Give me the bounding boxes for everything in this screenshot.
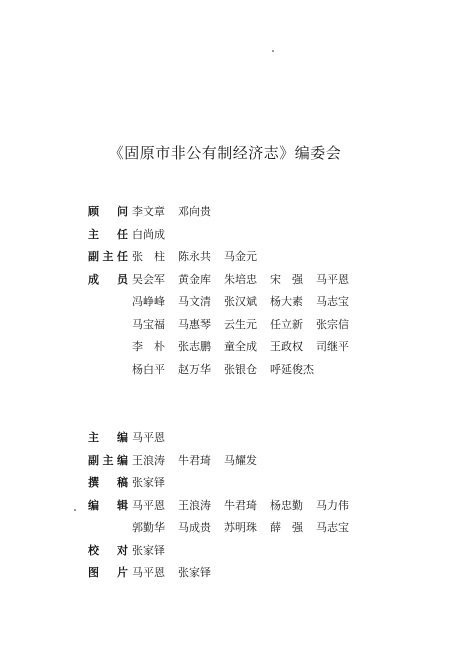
person-name: 马志宝 <box>316 295 349 308</box>
person-name: 马平恩 <box>132 498 165 512</box>
name-list <box>132 201 362 224</box>
person-name: 马成贵 <box>178 521 211 534</box>
person-name: 马力伟 <box>316 498 349 512</box>
name-list <box>132 427 362 450</box>
credit-row <box>88 427 428 450</box>
credit-row <box>88 495 428 540</box>
person-name: 朱培忠 <box>224 272 257 286</box>
person-name: 王政权 <box>270 340 303 353</box>
person-name: 赵万华 <box>178 362 211 376</box>
role-label: 撰稿 <box>88 476 128 489</box>
person-name: 张家铎 <box>178 566 211 579</box>
person-name: 牛君琦 <box>224 498 257 512</box>
role-label: 校对 <box>88 543 128 557</box>
person-name: 张银仓 <box>224 362 257 376</box>
name-list <box>132 562 362 585</box>
person-name: 马文清 <box>178 295 211 308</box>
credit-row <box>88 472 428 495</box>
person-name: 张家铎 <box>132 543 165 557</box>
person-name: 呼延俊杰 <box>270 362 314 376</box>
person-name: 王浪涛 <box>132 453 165 467</box>
person-name: 张家铎 <box>132 476 165 489</box>
name-list <box>132 450 362 473</box>
person-name: 马宝福 <box>132 317 165 331</box>
credit-row <box>88 562 428 585</box>
person-name: 童全成 <box>224 340 257 353</box>
role-label: 副主编 <box>88 453 128 467</box>
person-name: 任立新 <box>270 317 303 331</box>
page-title: 《固原市非公有制经济志》编委会 <box>108 144 342 162</box>
name-list <box>132 269 362 382</box>
person-name: 马耀发 <box>224 453 257 467</box>
person-name: 张宗信 <box>316 317 349 331</box>
person-name: 杨白平 <box>132 362 165 376</box>
person-name: 马金元 <box>224 250 257 263</box>
person-name: 马平恩 <box>316 272 349 286</box>
credit-row <box>88 246 428 269</box>
person-name: 张志鹏 <box>178 340 211 353</box>
person-name: 邓向贵 <box>178 205 211 218</box>
person-name: 云生元 <box>224 317 257 331</box>
credit-row <box>88 540 428 563</box>
person-name: 马平恩 <box>132 566 165 579</box>
person-name: 吴会军 <box>132 272 165 286</box>
role-label: 副主任 <box>88 250 128 263</box>
role-label: 主编 <box>88 431 128 444</box>
credit-row <box>88 450 428 473</box>
credit-row <box>88 269 428 382</box>
committee-list <box>88 201 428 381</box>
person-name: 李 朴 <box>132 340 165 353</box>
name-list <box>132 495 362 540</box>
person-name: 马惠琴 <box>178 317 211 331</box>
name-list <box>132 246 362 269</box>
person-name: 杨忠勤 <box>270 498 303 512</box>
person-name: 苏明珠 <box>224 521 257 534</box>
person-name: 李文章 <box>132 205 165 218</box>
person-name: 冯峥峰 <box>132 295 165 308</box>
editorial-staff-list <box>88 427 428 585</box>
person-name: 黄金库 <box>178 272 211 286</box>
role-label: 图片 <box>88 566 128 579</box>
credit-row <box>88 224 428 247</box>
person-name: 牛君琦 <box>178 453 211 467</box>
name-list <box>132 540 362 563</box>
person-name: 陈永共 <box>178 250 211 263</box>
person-name: 马平恩 <box>132 431 165 444</box>
person-name: 司继平 <box>316 340 349 353</box>
role-label: 成员 <box>88 272 128 286</box>
person-name: 白尚成 <box>132 227 165 241</box>
person-name: 郭勤华 <box>132 521 165 534</box>
person-name: 薛 强 <box>270 521 303 534</box>
role-label: 编辑 <box>88 498 128 512</box>
scan-speck <box>272 50 274 52</box>
credit-row <box>88 201 428 224</box>
person-name: 王浪涛 <box>178 498 211 512</box>
person-name: 杨大素 <box>270 295 303 308</box>
person-name: 张汉斌 <box>224 295 257 308</box>
name-list <box>132 472 362 495</box>
person-name: 宋 强 <box>270 272 303 286</box>
role-label: 顾问 <box>88 205 128 218</box>
person-name: 张 柱 <box>132 250 165 263</box>
name-list <box>132 224 362 247</box>
person-name: 马志宝 <box>316 521 349 534</box>
role-label: 主任 <box>88 227 128 241</box>
scan-speck <box>74 509 76 511</box>
